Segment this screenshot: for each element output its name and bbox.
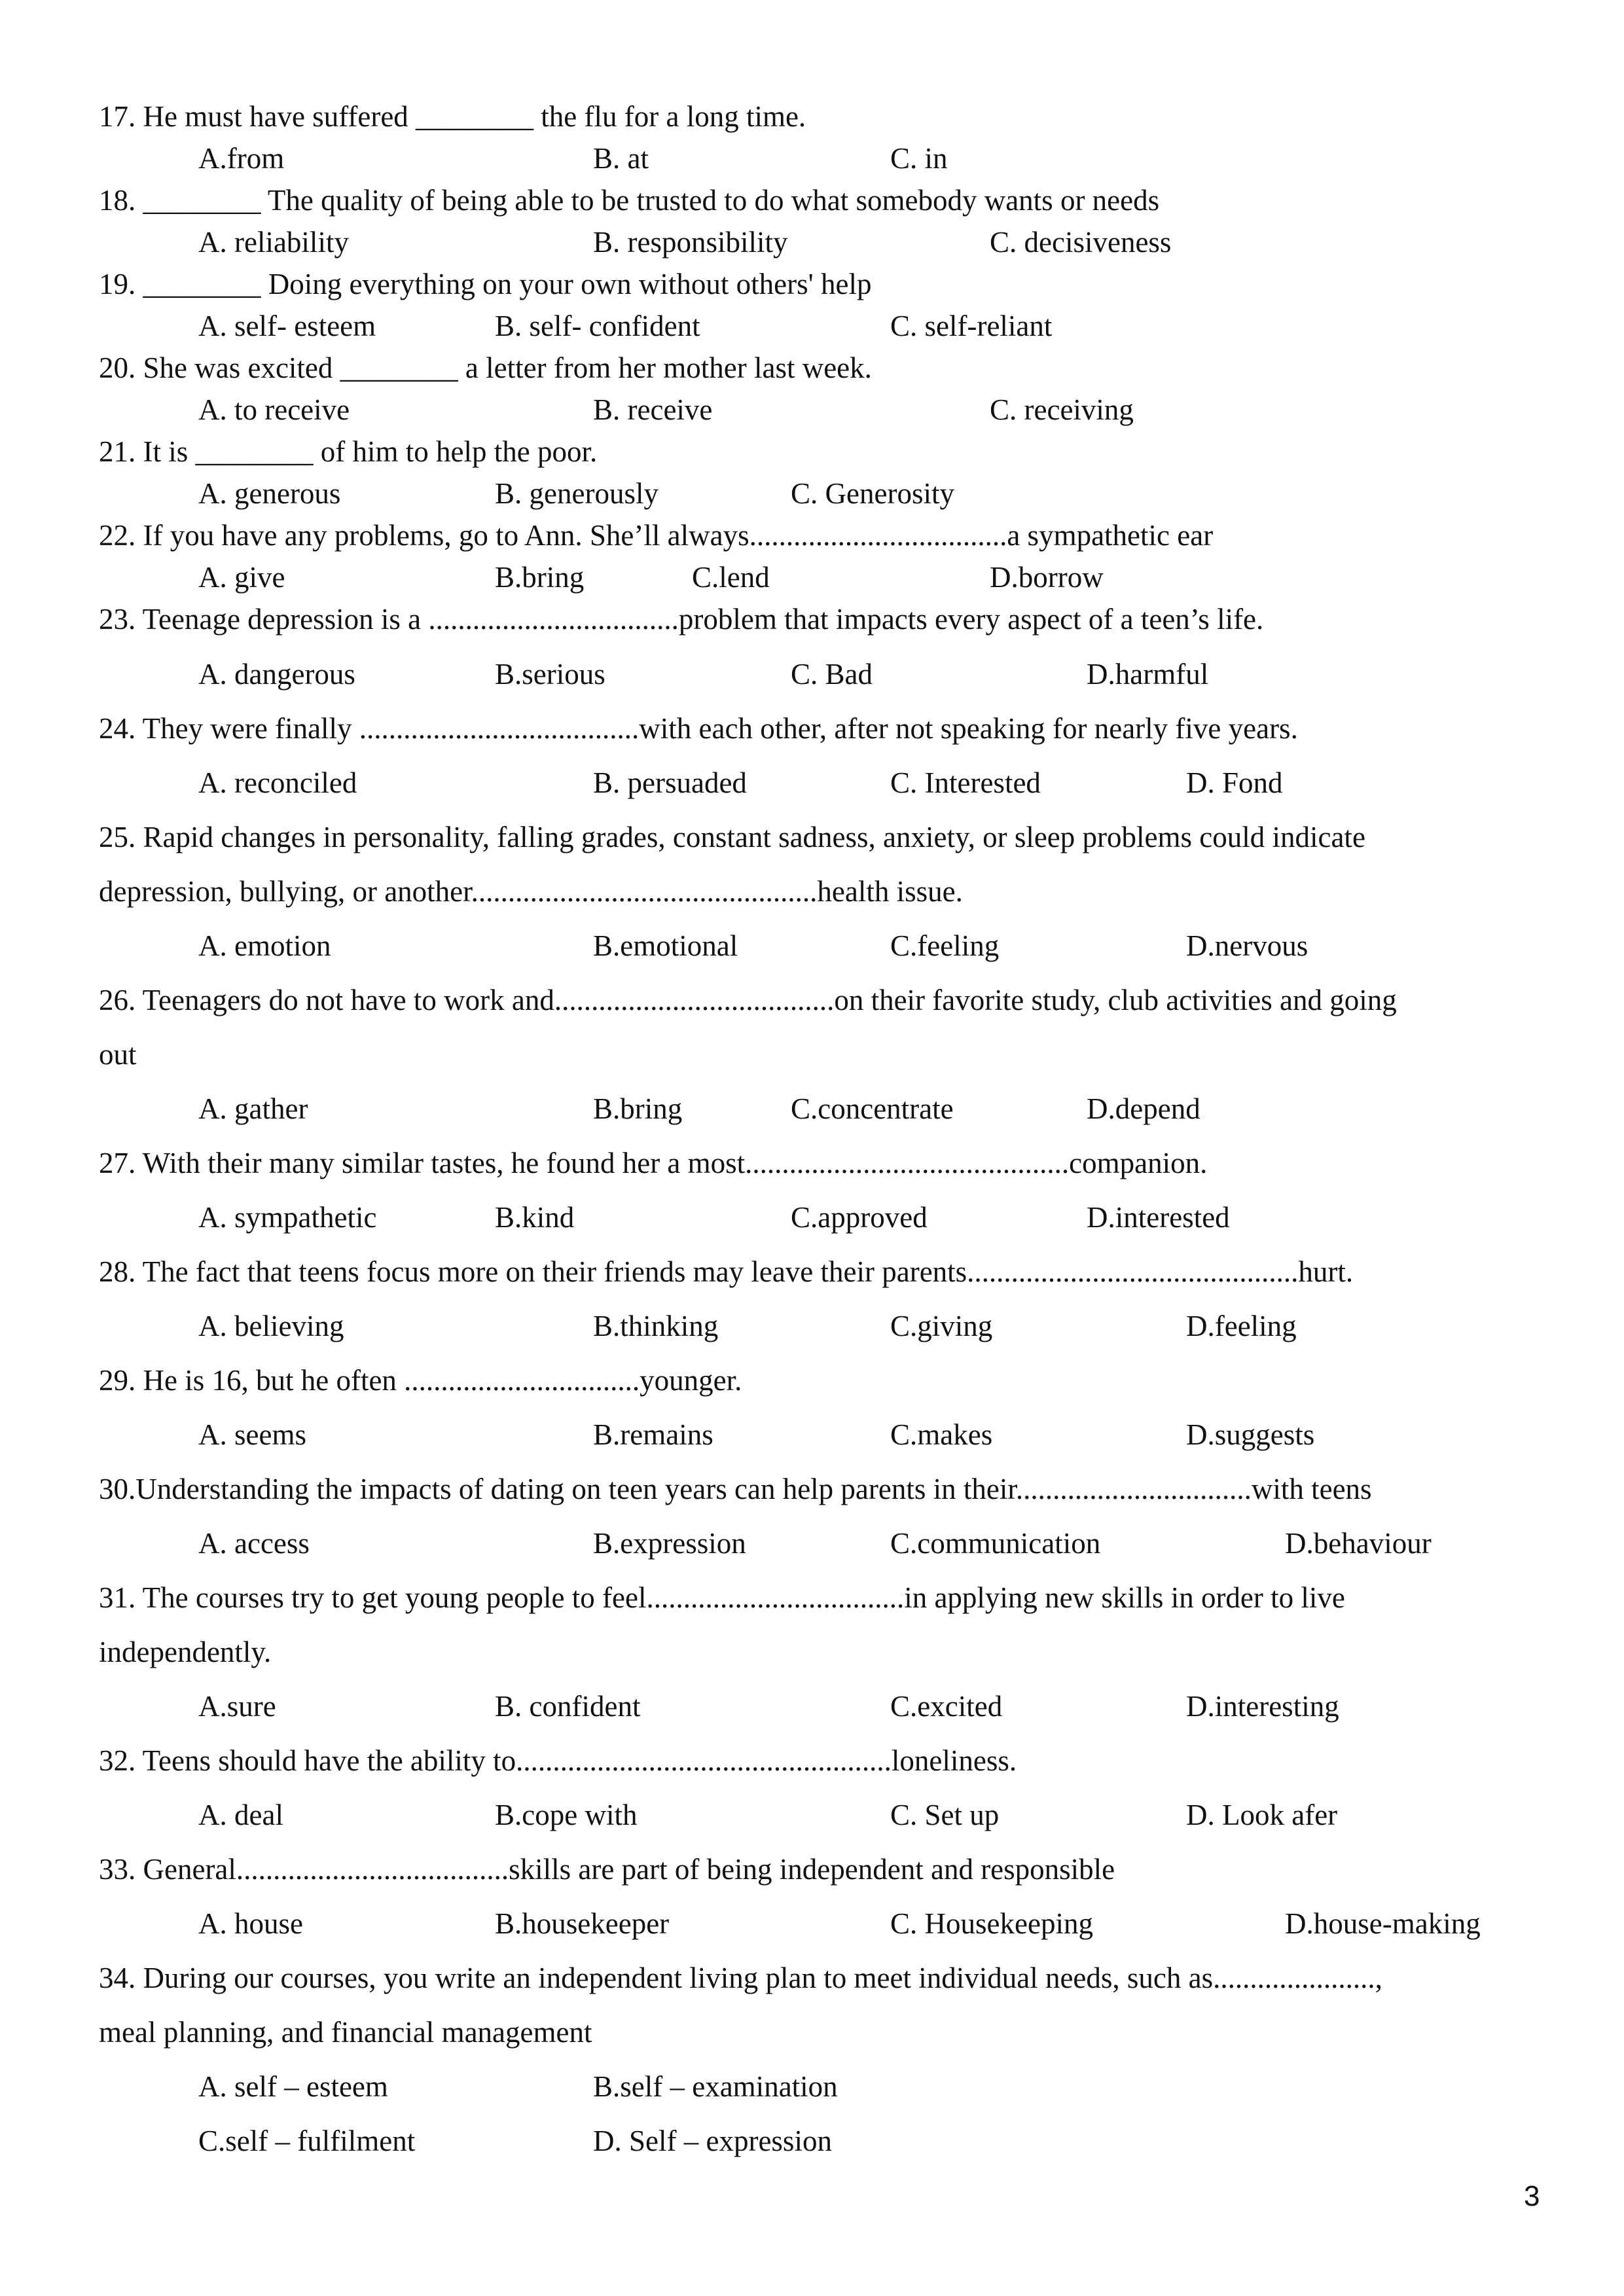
q22-option-a: A. give <box>198 561 285 594</box>
question-25: 25. Rapid changes in personality, falling grades, constant sadness, anxiety, or sleep problems could indicate <box>99 821 1365 853</box>
q21-option-b: B. generously <box>495 477 659 510</box>
q32-option-a: A. deal <box>198 1799 283 1831</box>
q20-option-c: C. receiving <box>990 393 1134 426</box>
q23-option-b: B.serious <box>495 658 605 691</box>
q19-option-c: C. self-reliant <box>890 310 1053 342</box>
q29-option-d: D.suggests <box>1186 1418 1315 1451</box>
q22-option-c: C.lend <box>692 561 770 594</box>
q20-option-a: A. to receive <box>198 393 350 426</box>
q31-option-c: C.excited <box>890 1690 1003 1723</box>
q26-option-b: B.bring <box>593 1092 683 1125</box>
q20-option-b: B. receive <box>593 393 713 426</box>
q33-option-d: D.house-making <box>1285 1907 1481 1940</box>
question-25-line-2: depression, bullying, or another...............................................health issue. <box>99 875 963 908</box>
q31-option-b: B. confident <box>495 1690 641 1723</box>
q29-option-b: B.remains <box>593 1418 713 1451</box>
question-24: 24. They were finally ......................................with each other, after not speaking for nearly five years. <box>99 712 1298 745</box>
question-21: 21. It is ________ of him to help the poor. <box>99 435 598 468</box>
question-19: 19. ________ Doing everything on your own without others' help <box>99 268 872 300</box>
question-31: 31. The courses try to get young people to feel...................................in applying new skills in order to live <box>99 1581 1345 1614</box>
q21-option-a: A. generous <box>198 477 341 510</box>
q17-option-a: A.from <box>198 142 285 175</box>
q33-option-c: C. Housekeeping <box>890 1907 1093 1940</box>
q18-option-a: A. reliability <box>198 226 349 259</box>
question-30: 30.Understanding the impacts of dating on teen years can help parents in their................................with teens <box>99 1473 1372 1505</box>
q26-option-c: C.concentrate <box>791 1092 954 1125</box>
q27-option-d: D.interested <box>1087 1201 1230 1234</box>
q34-option-d: D. Self – expression <box>593 2125 832 2157</box>
page-number: 3 <box>1524 2180 1540 2212</box>
q17-option-b: B. at <box>593 142 649 175</box>
q29-option-c: C.makes <box>890 1418 993 1451</box>
q31-option-a: A.sure <box>198 1690 276 1723</box>
q30-option-d: D.behaviour <box>1285 1527 1432 1560</box>
q25-option-b: B.emotional <box>593 929 738 962</box>
q32-option-d: D. Look afer <box>1186 1799 1338 1831</box>
q22-option-d: D.borrow <box>990 561 1104 594</box>
q33-option-a: A. house <box>198 1907 303 1940</box>
q34-option-a: A. self – esteem <box>198 2070 388 2103</box>
q28-option-d: D.feeling <box>1186 1310 1297 1342</box>
q24-option-d: D. Fond <box>1186 766 1283 799</box>
q24-option-c: C. Interested <box>890 766 1041 799</box>
question-28: 28. The fact that teens focus more on their friends may leave their parents.............................................hurt. <box>99 1255 1354 1288</box>
q24-option-b: B. persuaded <box>593 766 747 799</box>
q24-option-a: A. reconciled <box>198 766 357 799</box>
q23-option-a: A. dangerous <box>198 658 355 691</box>
question-29: 29. He is 16, but he often ................................younger. <box>99 1364 742 1397</box>
question-34: 34. During our courses, you write an independent living plan to meet individual needs, such as......................, <box>99 1962 1382 1994</box>
q21-option-c: C. Generosity <box>791 477 954 510</box>
q25-option-c: C.feeling <box>890 929 1000 962</box>
q19-option-a: A. self- esteem <box>198 310 376 342</box>
question-23: 23. Teenage depression is a ..................................problem that impacts every aspect of a teen’s life. <box>99 603 1264 636</box>
question-32: 32. Teens should have the ability to...................................................loneliness. <box>99 1744 1017 1777</box>
q26-option-a: A. gather <box>198 1092 308 1125</box>
q23-option-c: C. Bad <box>791 658 873 691</box>
q23-option-d: D.harmful <box>1087 658 1209 691</box>
question-20: 20. She was excited ________ a letter from her mother last week. <box>99 351 872 384</box>
question-17: 17. He must have suffered ________ the flu for a long time. <box>99 100 806 133</box>
q30-option-b: B.expression <box>593 1527 746 1560</box>
question-33: 33. General.....................................skills are part of being independent and responsible <box>99 1853 1115 1886</box>
q31-option-d: D.interesting <box>1186 1690 1339 1723</box>
q30-option-c: C.communication <box>890 1527 1101 1560</box>
q22-option-b: B.bring <box>495 561 585 594</box>
question-27: 27. With their many similar tastes, he found her a most............................................companion. <box>99 1147 1208 1179</box>
question-22: 22. If you have any problems, go to Ann. She’ll always...................................a sympathetic ear <box>99 519 1214 552</box>
q34-option-b: B.self – examination <box>593 2070 838 2103</box>
q17-option-c: C. in <box>890 142 948 175</box>
question-31-line-2: independently. <box>99 1636 272 1668</box>
q27-option-c: C.approved <box>791 1201 928 1234</box>
q25-option-a: A. emotion <box>198 929 331 962</box>
q28-option-a: A. believing <box>198 1310 344 1342</box>
q28-option-c: C.giving <box>890 1310 993 1342</box>
q27-option-b: B.kind <box>495 1201 575 1234</box>
question-26-line-2: out <box>99 1038 137 1071</box>
q18-option-b: B. responsibility <box>593 226 788 259</box>
q32-option-c: C. Set up <box>890 1799 1000 1831</box>
q25-option-d: D.nervous <box>1186 929 1308 962</box>
q29-option-a: A. seems <box>198 1418 306 1451</box>
q28-option-b: B.thinking <box>593 1310 719 1342</box>
q27-option-a: A. sympathetic <box>198 1201 377 1234</box>
q32-option-b: B.cope with <box>495 1799 638 1831</box>
question-26: 26. Teenagers do not have to work and......................................on their favorite study, club activities and going <box>99 984 1397 1016</box>
question-18: 18. ________ The quality of being able to be trusted to do what somebody wants or needs <box>99 184 1160 217</box>
q34-option-c: C.self – fulfilment <box>198 2125 416 2157</box>
q18-option-c: C. decisiveness <box>990 226 1172 259</box>
q33-option-b: B.housekeeper <box>495 1907 670 1940</box>
question-34-line-2: meal planning, and financial management <box>99 2016 592 2049</box>
q30-option-a: A. access <box>198 1527 310 1560</box>
q19-option-b: B. self- confident <box>495 310 700 342</box>
q26-option-d: D.depend <box>1087 1092 1200 1125</box>
